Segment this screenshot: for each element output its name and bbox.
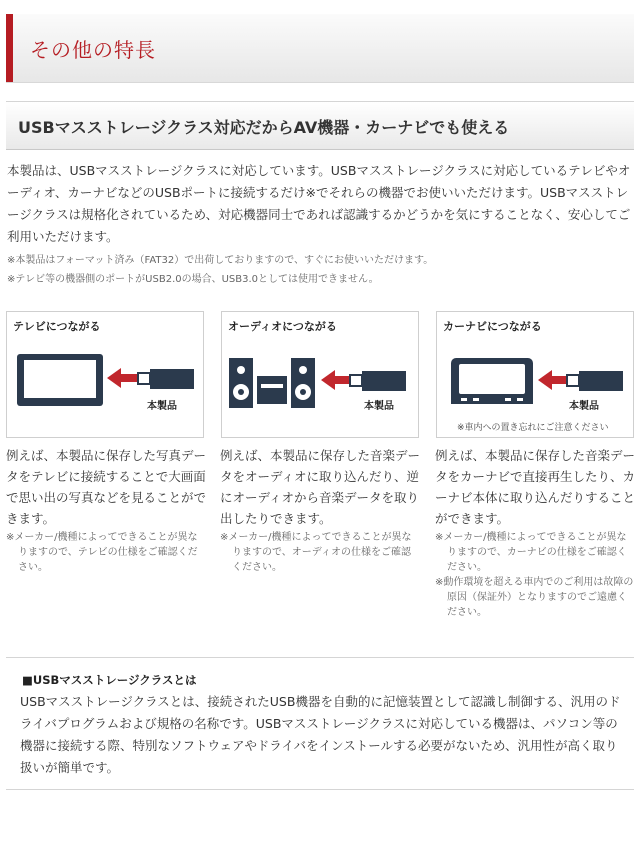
section-title: その他の特長	[30, 38, 156, 62]
usb-drive-icon	[567, 371, 623, 391]
card-title: オーディオにつながる	[228, 320, 337, 333]
subsection-banner	[6, 101, 634, 150]
card-audio	[221, 311, 419, 438]
usb-drive-icon	[350, 371, 406, 391]
product-label: 本製品	[569, 401, 599, 412]
card-title: カーナビにつながる	[443, 320, 542, 333]
intro-paragraph: 本製品は、USBマスストレージクラスに対応しています。USBマスストレージクラスに対応しているテレビやオーディオ、カーナビなどのUSBポートに接続するだけ※でそれらの機器でお使いいただけます。USBマスストレージクラスは規格化されているため、対応機器同士であれば認識するかどうかを気にすることなく、安心してご利用いただけます。	[7, 163, 631, 244]
tv-notes	[6, 530, 206, 575]
tv-note: ※メーカー/機種によってできることが異なりますので、テレビの仕様をご確認ください。	[6, 532, 198, 573]
product-label: 本製品	[147, 401, 177, 412]
tv-description: 例えば、本製品に保存した写真データをテレビに接続することで大画面で思い出の写真などを見ることができます。	[6, 448, 207, 526]
carnavi-notes	[435, 530, 635, 620]
card-tv	[6, 311, 204, 438]
about-text: USBマスストレージクラスとは、接続されたUSB機器を自動的に記憶装置として認識し制御する、汎用のドライバプログラムおよび規格の名称です。USBマスストレージクラスに対応している機器は、パソコン等の機器に接続する際、特別なソフトウェアやドライバをインストールする必要がないため、汎用性が高く取り扱いが簡単です。	[20, 694, 621, 775]
audio-description: 例えば、本製品に保存した音楽データをオーディオに取り込んだり、逆にオーディオから音楽データを取り出したりできます。	[220, 448, 421, 526]
subsection-title: USBマスストレージクラス対応だからAV機器・カーナビでも使える	[18, 118, 510, 137]
arrow-left-icon	[321, 370, 350, 390]
note-usb2: ※テレビ等の機器側のポートがUSB2.0の場合、USB3.0としては使用できません。	[7, 274, 379, 285]
image-caution-note: ※車内への置き忘れにご注意ください	[457, 423, 609, 433]
product-label: 本製品	[364, 401, 394, 412]
car-navigation-icon	[451, 358, 533, 404]
section-title-banner	[6, 14, 634, 83]
about-title: ■USBマスストレージクラスとは	[22, 673, 197, 687]
speaker-left-icon	[229, 358, 253, 408]
audio-notes	[220, 530, 420, 575]
arrow-left-icon	[538, 370, 567, 390]
intro-notes	[7, 251, 627, 289]
stereo-unit-icon	[257, 376, 287, 404]
arrow-left-icon	[107, 368, 137, 388]
tv-icon	[17, 354, 103, 406]
card-title: テレビにつながる	[13, 320, 101, 333]
carnavi-description: 例えば、本製品に保存した音楽データをカーナビで直接再生したり、カーナビ本体に取り込んだりすることができます。	[435, 448, 636, 526]
accent-bar	[6, 14, 13, 82]
card-carnavi	[436, 311, 634, 438]
audio-note: ※メーカー/機種によってできることが異なりますので、オーディオの仕様をご確認ください。	[220, 532, 412, 573]
about-usb-mass-storage	[6, 657, 634, 790]
speaker-right-icon	[291, 358, 315, 408]
note-format: ※本製品はフォーマット済み（FAT32）で出荷しておりますので、すぐにお使いいただけます。	[7, 255, 434, 266]
carnavi-note-spec: ※メーカー/機種によってできることが異なりますので、カーナビの仕様をご確認ください。	[435, 532, 627, 573]
carnavi-note-warranty: ※動作環境を超える車内でのご利用は故障の原因（保証外）となりますのでご遠慮ください。	[435, 577, 634, 618]
usb-drive-icon	[138, 369, 194, 389]
